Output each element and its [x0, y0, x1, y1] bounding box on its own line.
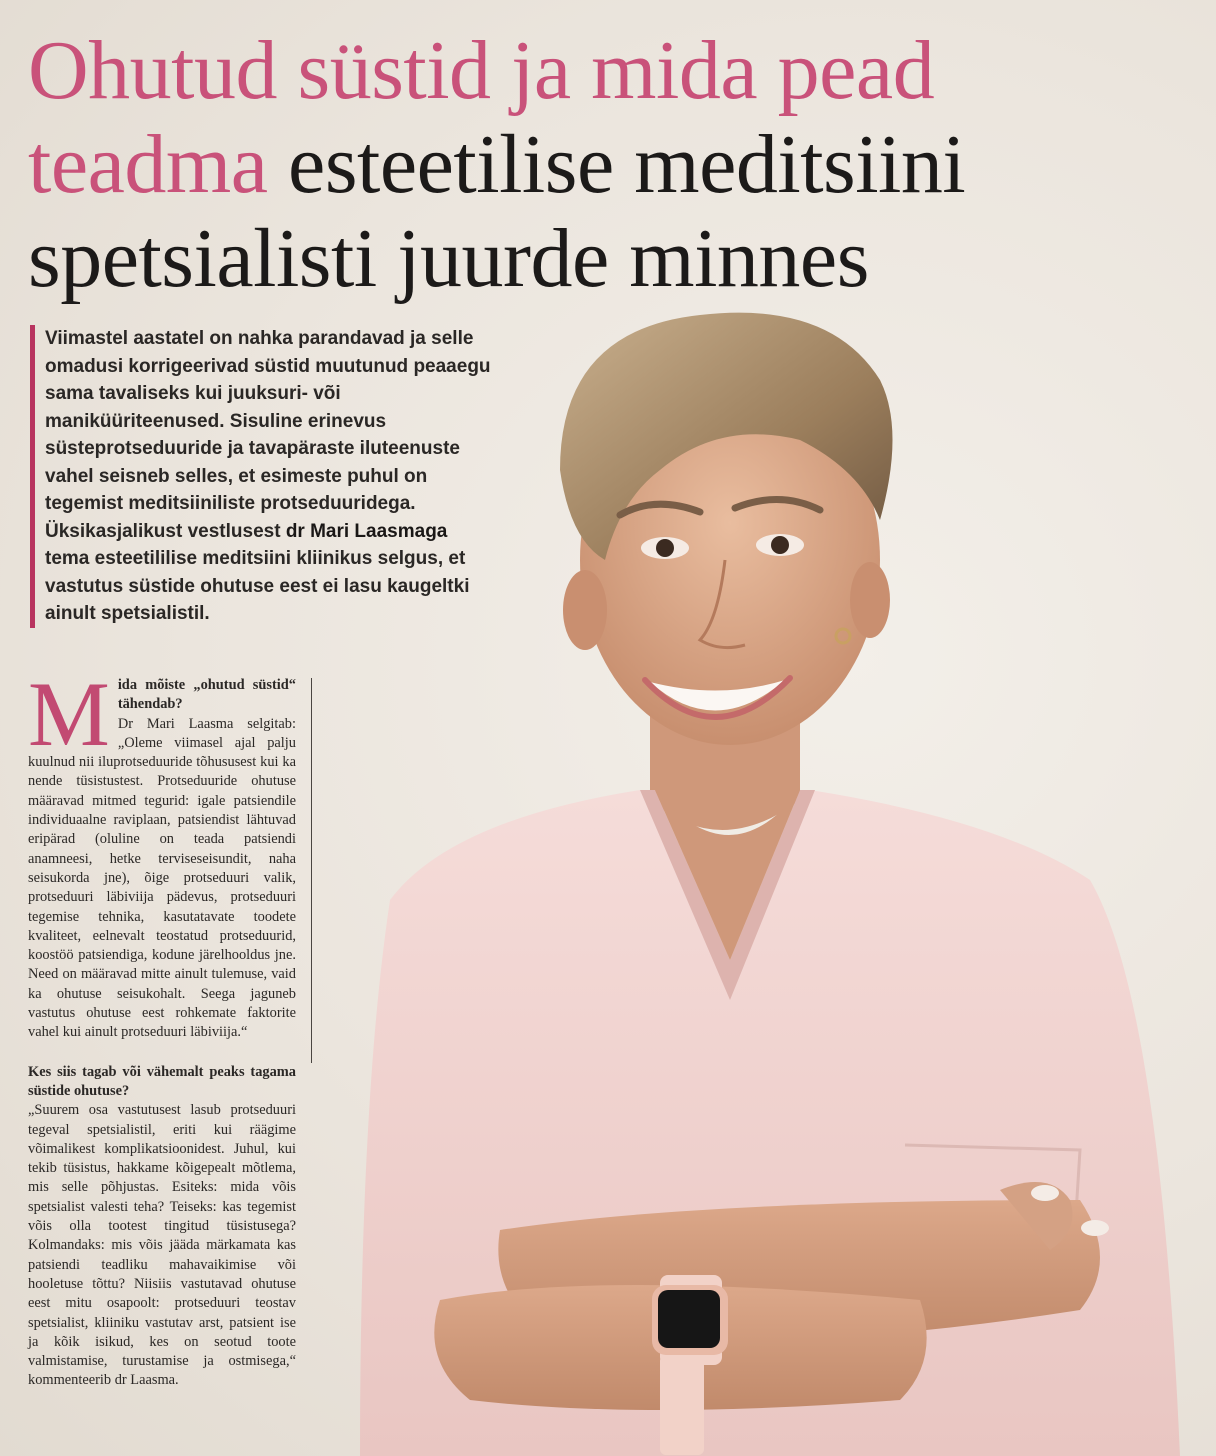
headline-rest: esteetilise meditsiini spetsialisti juurde minnes: [28, 118, 966, 305]
question-2: Kes siis tagab või vähemalt peaks tagama süstide ohutuse?: [28, 1063, 296, 1099]
question-1: ida mõiste „ohutud süstid“ tähendab?: [117, 677, 296, 713]
article-column: [28, 663, 296, 1391]
lead-text-2: tema esteetililise meditsiini kliinikus selgus, et vastutus süstide ohutuse eest ei lasu kaugeltki ainult spetsialistil.: [45, 548, 470, 624]
headline-highlight: Ohutud süstid ja mida pead teadma: [28, 24, 935, 211]
answer-2: „Suurem osa vastutusest lasub protseduuri tegeval spetsialistil, eriti kui räägime võimalikest komplikatsioonidest. Juhul, kui tekib tüsistus, hakkame kõigepealt mõtlema, mis selle põhjustas. Esiteks: mida võis spetsialist valesti teha? Teiseks: kas tegemist võis olla tootest tingitud tüsistusega? Kolmandaks: mis võis jääda märkamata kas patsiendi teadliku mahavaikimise või hooletuse tõttu? Niisiis vastutavad ohutuse eest mitu osapoolt: protseduuri teostav spetsialist, kliiniku vastutav arst, patsient ise ja kõik isikud, kes on seotud toote valmistamise, turustamise ja ostmisega,“ kommenteerib dr Laasma.: [28, 1102, 296, 1389]
answer-1: Dr Mari Laasma selgitab: „Oleme viimasel ajal palju kuulnud nii iluprotseduuride tõhususest kui ka nende tüsistustest. Protseduuride ohutuse määravad mitmed tegurid: igale patsiendile individuaalne raviplaan, patsiendist lähtuvad eripärad (oluline on teada patsiendi anamneesi, hetke terviseseisundit, naha seisukorda jne), õige protseduuri valik, protseduuri läbiviija pädevus, protseduuri tegemise tehnika, kasutatavate toodete kvaliteet, eelnevalt teostatud protseduurid, koostöö patsiendiga, kodune järelhooldus jne. Need on määravad mitte ainult tulemuse, vaid ka ohutuse seisukohalt. Seega jaguneb vastutus ohutuse eest rohkemate faktorite vahel kui ainult protseduuri läbiviija.“: [28, 715, 296, 1041]
drop-cap: M: [28, 663, 110, 765]
lead-paragraph: [30, 325, 495, 628]
lead-interviewee-name: dr Mari Laasmaga: [285, 520, 448, 542]
column-divider: [311, 678, 312, 1063]
lead-text-1: Viimastel aastatel on nahka parandavad ja selle omadusi korrigeerivad süstid muutunud peaaegu sama tavaliseks kui juuksuri- või maniküüriteenused. Sisuline erinevus süsteprotseduuride ja tavapäraste iluteenuste vahel seisneb selles, et esimeste puhul on tegemist meditsiiniliste protseduuridega. Üksikasjalikust vestlusest: [45, 328, 491, 542]
page-title: [28, 24, 1178, 306]
